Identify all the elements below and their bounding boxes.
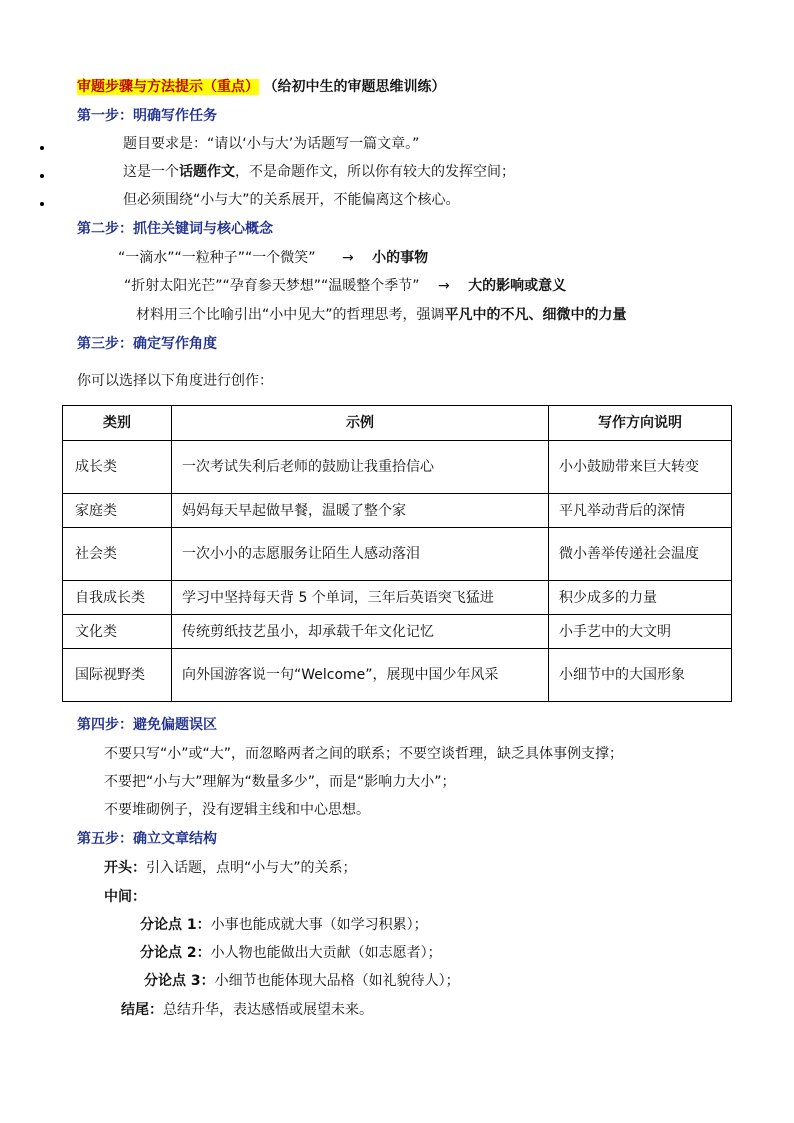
arrow-icon: →	[437, 278, 450, 294]
table-cell: 一次考试失利后老师的鼓励让我重拾信心	[172, 441, 549, 494]
table-header-cell: 类别	[63, 406, 172, 441]
point-text: 小事也能成就大事（如学习积累）；	[210, 917, 428, 933]
table-cell: 自我成长类	[63, 581, 172, 615]
step4-heading: 第四步：避免偏题误区	[77, 717, 217, 733]
bullet-icon	[40, 202, 44, 206]
step5-point-1	[140, 915, 428, 935]
table-cell: 向外国游客说一句“Welcome”，展现中国少年风采	[172, 649, 549, 702]
point-text: 小人物也能做出大贡献（如志愿者）；	[210, 945, 442, 961]
step2-line1-b: 小的事物	[372, 250, 429, 266]
angle-table	[62, 405, 732, 702]
table-row	[63, 441, 732, 494]
table-row	[63, 649, 732, 702]
point-label: 分论点 1：	[140, 917, 211, 933]
step5-heading: 第五步：确立文章结构	[77, 831, 217, 847]
step3-heading: 第三步：确定写作角度	[77, 336, 217, 352]
opening-label: 开头：	[104, 860, 146, 876]
step3-intro: 你可以选择以下角度进行创作：	[77, 373, 273, 389]
table-cell: 传统剪纸技艺虽小，却承载千年文化记忆	[172, 615, 549, 649]
step2-line2-a: “折射太阳光芒”“孕育参天梦想”“温暖整个季节”	[124, 278, 420, 294]
table-cell: 文化类	[63, 615, 172, 649]
step1-line2-c: ，不是命题作文，所以你有较大的发挥空间；	[235, 164, 515, 180]
table-row	[63, 494, 732, 528]
title-subtitle: （给初中生的审题思维训练）	[263, 79, 446, 95]
step5-middle-label: 中间：	[104, 889, 146, 905]
table-cell: 小细节中的大国形象	[549, 649, 732, 702]
step5-ending	[121, 1000, 373, 1020]
table-row	[63, 528, 732, 581]
page-title	[77, 77, 445, 97]
table-cell: 社会类	[63, 528, 172, 581]
step2-line3-b: 平凡中的不凡、细微中的力量	[444, 307, 627, 323]
arrow-icon: →	[341, 250, 354, 266]
table-row	[63, 615, 732, 649]
point-text: 小细节也能体现大品格（如礼貌待人）；	[214, 973, 460, 989]
table-cell: 成长类	[63, 441, 172, 494]
table-cell: 妈妈每天早起做早餐，温暖了整个家	[172, 494, 549, 528]
step1-line2	[123, 162, 515, 182]
bullet-icon	[40, 174, 44, 178]
step2-line1-a: “一滴水”“一粒种子”“一个微笑”	[118, 250, 316, 266]
step2-line3	[136, 305, 627, 325]
table-cell: 平凡举动背后的深情	[549, 494, 732, 528]
table-cell: 家庭类	[63, 494, 172, 528]
step4-line3: 不要堆砌例子，没有逻辑主线和中心思想。	[104, 802, 370, 818]
ending-text: 总结升华，表达感悟或展望未来。	[163, 1002, 373, 1018]
table-cell: 积少成多的力量	[549, 581, 732, 615]
step5-opening	[104, 858, 357, 878]
step1-line3: 但必须围绕“小与大”的关系展开，不能偏离这个核心。	[123, 192, 460, 208]
bullet-icon	[40, 146, 44, 150]
step1-line1: 题目要求是：“请以‘小与大’为话题写一篇文章。”	[123, 136, 420, 152]
point-label: 分论点 2：	[140, 945, 211, 961]
table-header-cell: 示例	[172, 406, 549, 441]
table-cell: 微小善举传递社会温度	[549, 528, 732, 581]
step2-line1	[118, 248, 428, 268]
opening-text: 引入话题，点明“小与大”的关系；	[146, 860, 357, 876]
step5-point-3	[144, 971, 460, 991]
table-cell: 一次小小的志愿服务让陌生人感动落泪	[172, 528, 549, 581]
step2-line3-a: 材料用三个比喻引出“小中见大”的哲理思考，强调	[136, 307, 445, 323]
step4-line2: 不要把“小与大”理解为“数量多少”，而是“影响力大小”；	[104, 774, 456, 790]
table-cell: 小小鼓励带来巨大转变	[549, 441, 732, 494]
point-label: 分论点 3：	[144, 973, 215, 989]
table-cell: 国际视野类	[63, 649, 172, 702]
step2-line2	[124, 276, 566, 296]
title-highlight: 审题步骤与方法提示（重点）	[77, 79, 259, 95]
step1-line2-a: 这是一个	[123, 164, 179, 180]
ending-label: 结尾：	[121, 1002, 163, 1018]
step2-line2-b: 大的影响或意义	[468, 278, 567, 294]
step1-heading: 第一步：明确写作任务	[77, 108, 217, 124]
step2-heading: 第二步：抓住关键词与核心概念	[77, 221, 273, 237]
step1-line2-b: 话题作文	[179, 164, 235, 180]
table-header-row	[63, 406, 732, 441]
step5-point-2	[140, 943, 442, 963]
table-header-cell: 写作方向说明	[549, 406, 732, 441]
table-cell: 小手艺中的大文明	[549, 615, 732, 649]
table-cell: 学习中坚持每天背 5 个单词，三年后英语突飞猛进	[172, 581, 549, 615]
step4-line1: 不要只写“小”或“大”，而忽略两者之间的联系；不要空谈哲理，缺乏具体事例支撑；	[104, 746, 624, 762]
table-row	[63, 581, 732, 615]
